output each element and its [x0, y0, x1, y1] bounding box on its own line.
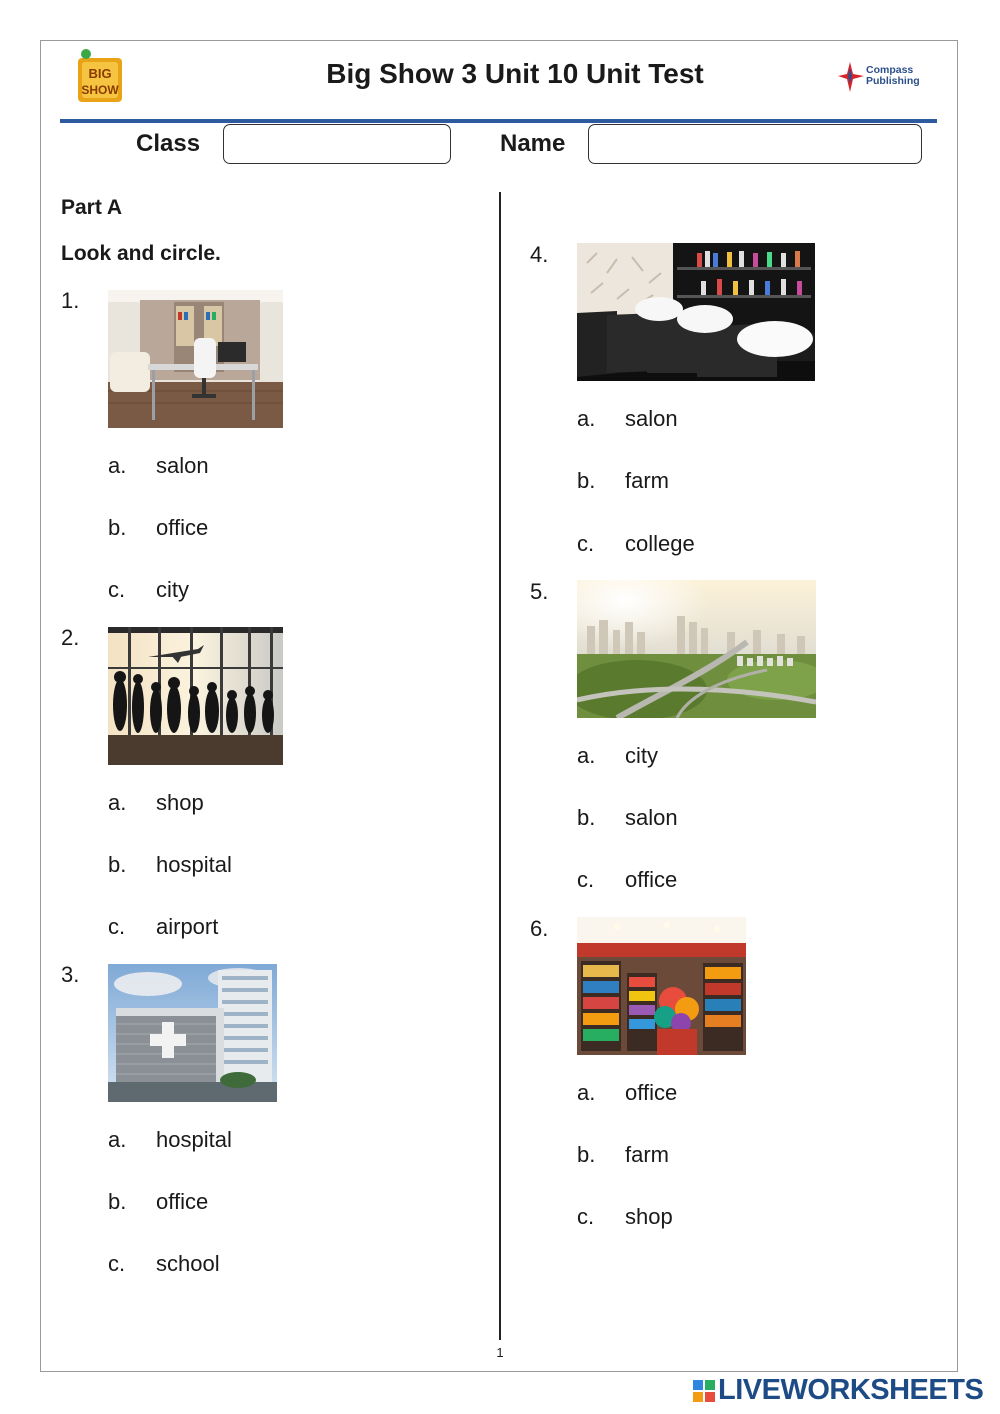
option-word: office [156, 515, 209, 540]
question-number: 4. [530, 242, 549, 267]
option-word: office [625, 1080, 678, 1105]
option-letter: c. [108, 1251, 126, 1276]
airport-photo [108, 627, 283, 765]
option-letter: c. [108, 914, 126, 939]
option-word: salon [156, 453, 209, 478]
option-word: farm [625, 468, 669, 493]
liveworksheets-mark-icon [693, 1380, 715, 1402]
option-letter: c. [577, 1204, 595, 1229]
option-word: salon [625, 805, 678, 830]
compass-logo-word: Compass [866, 64, 914, 76]
question-number: 5. [530, 579, 549, 604]
option-letter: a. [108, 790, 127, 815]
option-word: school [156, 1251, 220, 1276]
option-word: farm [625, 1142, 669, 1167]
option-letter: c. [577, 867, 595, 892]
question-number: 3. [61, 962, 80, 987]
option-letter: a. [577, 1080, 596, 1105]
option-letter: a. [577, 406, 596, 431]
option-word: hospital [156, 852, 232, 877]
option-letter: b. [577, 468, 596, 493]
svg-text:BIG: BIG [88, 66, 112, 81]
option-letter: a. [108, 1127, 127, 1152]
question-number: 1. [61, 288, 80, 313]
option-letter: b. [577, 1142, 596, 1167]
publishing-logo-word: Publishing [866, 75, 920, 87]
name-field[interactable] [588, 124, 922, 164]
salon-photo [577, 243, 815, 381]
option-word: salon [625, 406, 678, 431]
option-word: shop [156, 790, 204, 815]
svg-text:SHOW: SHOW [81, 83, 119, 97]
option-word: airport [156, 914, 219, 939]
name-label: Name [500, 130, 566, 157]
shop-photo [577, 917, 746, 1055]
class-field[interactable] [223, 124, 451, 164]
option-word: city [156, 577, 189, 602]
compass-publishing-logo [836, 60, 926, 94]
question-number: 2. [61, 625, 80, 650]
class-label: Class [136, 130, 201, 157]
option-word: hospital [156, 1127, 232, 1152]
option-letter: b. [577, 805, 596, 830]
hospital-photo [108, 964, 277, 1102]
option-letter: a. [577, 743, 596, 768]
option-letter: a. [108, 453, 127, 478]
big-show-logo [72, 44, 126, 106]
part-title: Part A [61, 196, 123, 219]
option-word: office [156, 1189, 209, 1214]
city-photo [577, 580, 816, 718]
option-letter: c. [108, 577, 126, 602]
option-word: city [625, 743, 658, 768]
liveworksheets-brand: LIVEWORKSHEETS [718, 1374, 984, 1406]
option-letter: b. [108, 852, 127, 877]
option-letter: c. [577, 531, 595, 556]
option-word: shop [625, 1204, 673, 1229]
option-word: office [625, 867, 678, 892]
question-number: 6. [530, 916, 549, 941]
option-word: college [625, 531, 695, 556]
instruction: Look and circle. [61, 242, 221, 265]
office-photo [108, 290, 283, 428]
page-title: Big Show 3 Unit 10 Unit Test [326, 58, 704, 89]
column-divider [499, 192, 501, 1340]
page-number: 1 [496, 1345, 504, 1360]
option-letter: b. [108, 515, 127, 540]
header-rule [60, 119, 937, 123]
option-letter: b. [108, 1189, 127, 1214]
